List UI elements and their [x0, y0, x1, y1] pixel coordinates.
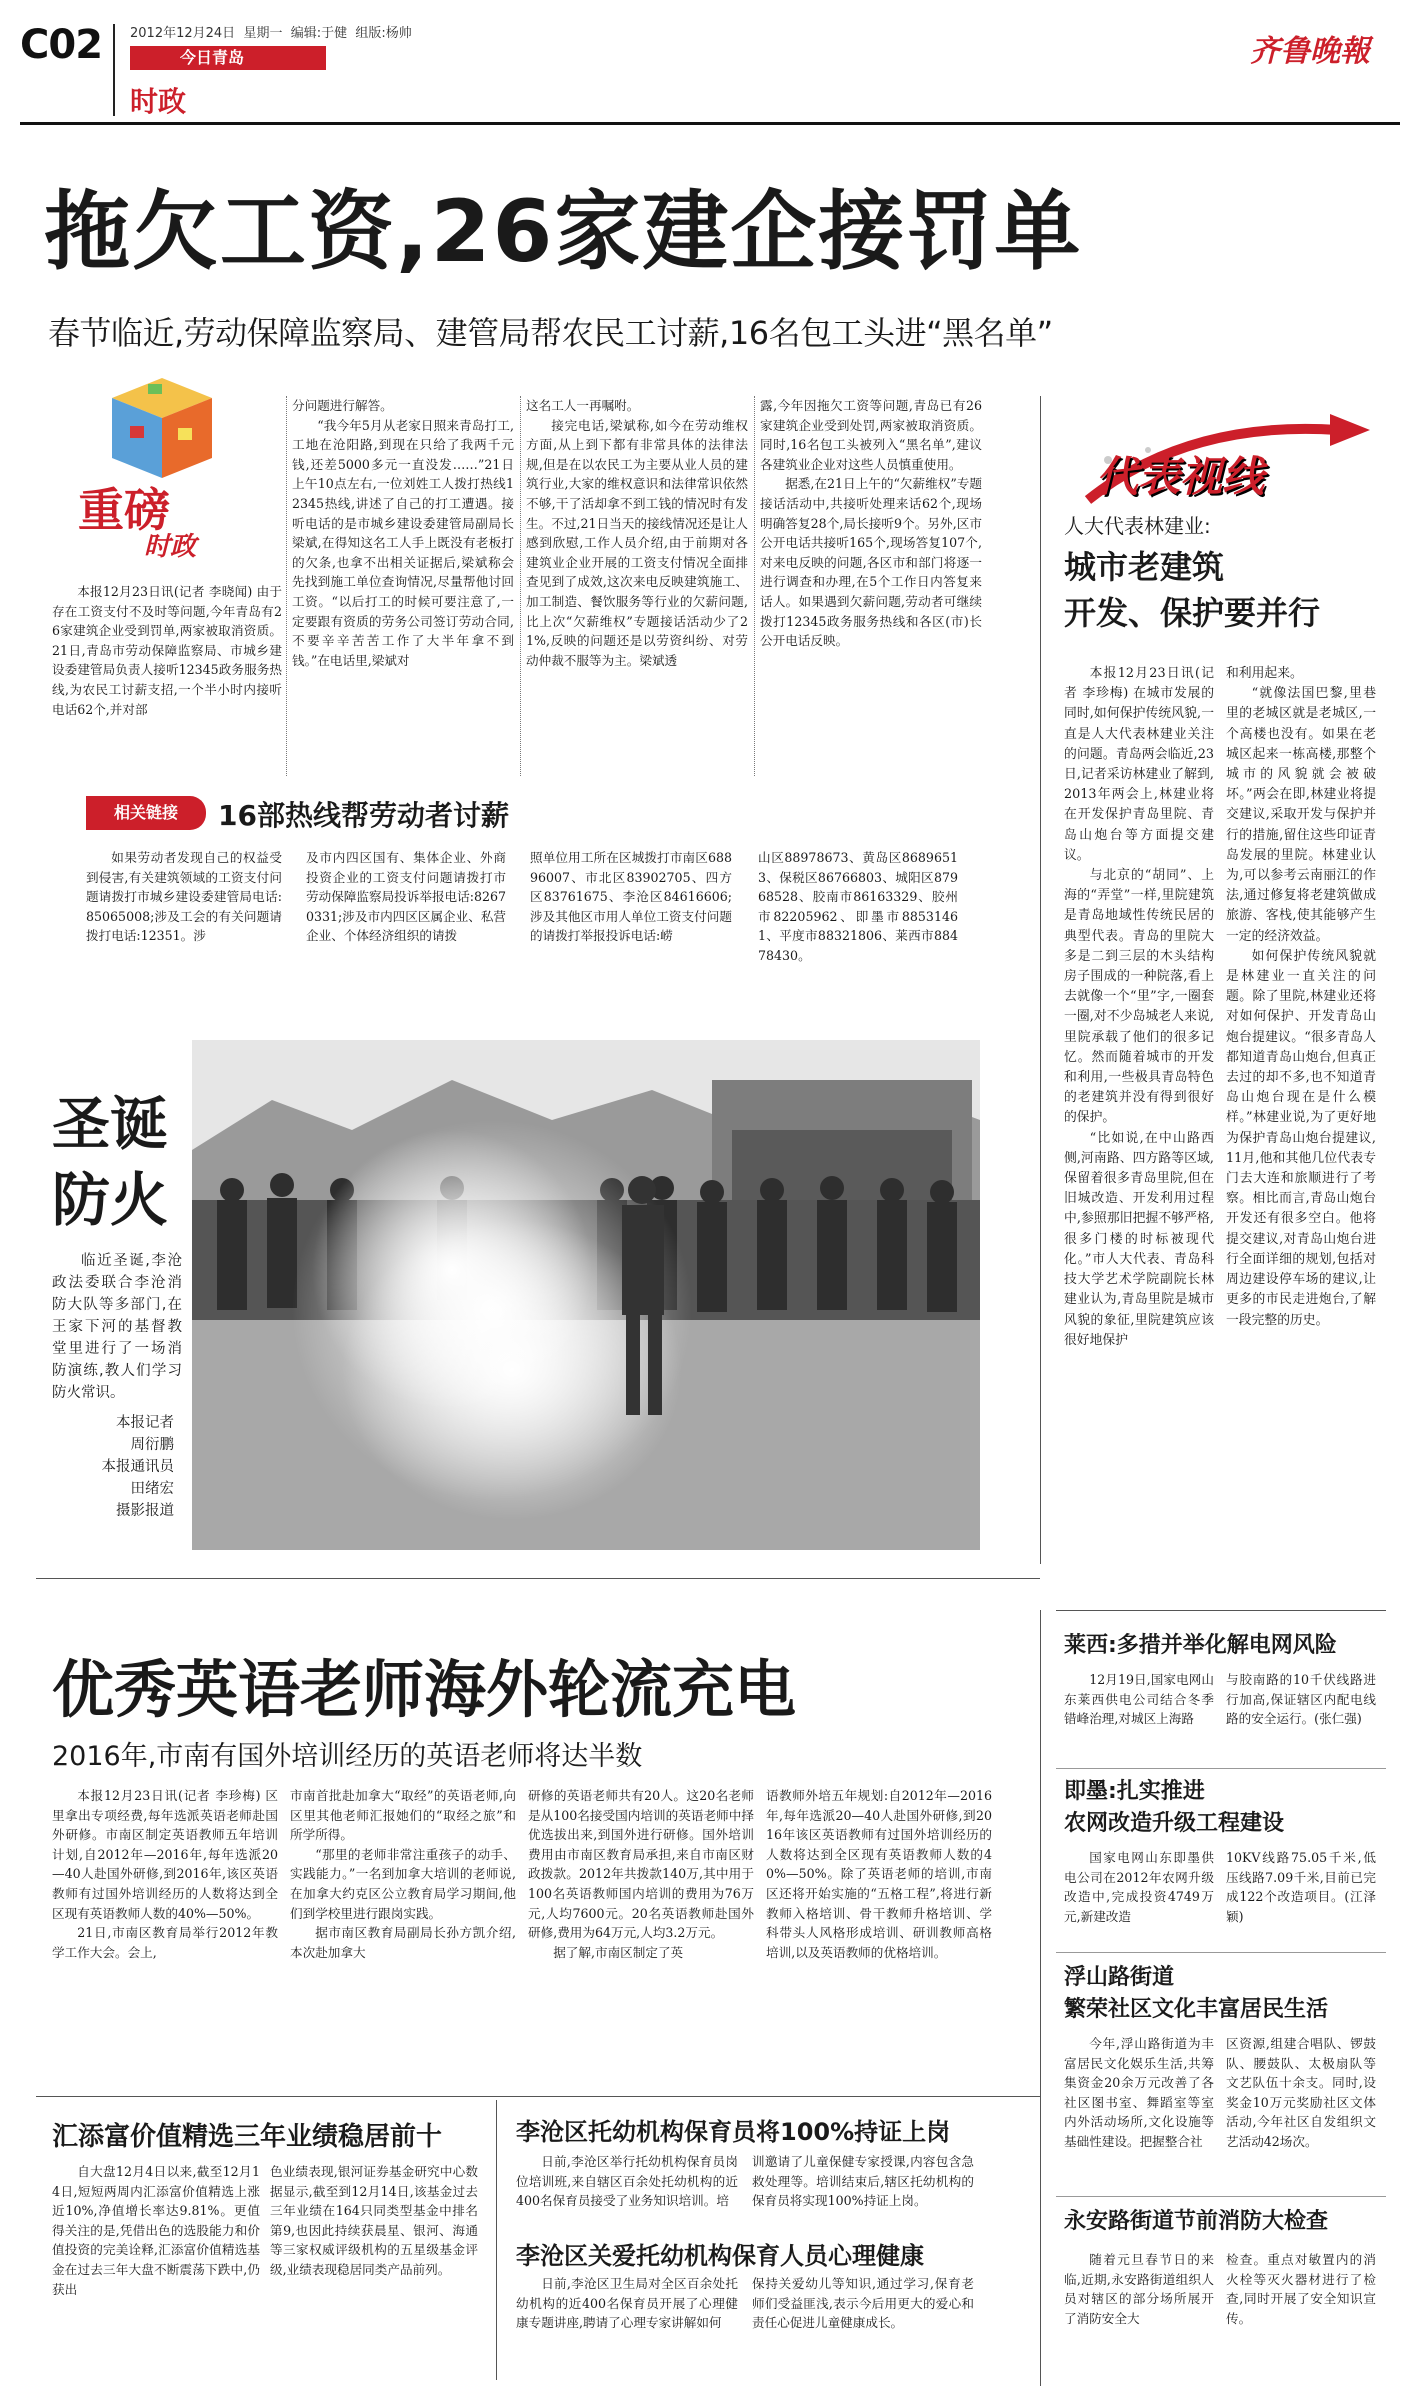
- hotline-title: 16部热线帮劳动者讨薪: [218, 799, 509, 832]
- rep-banner: [1068, 400, 1380, 520]
- nursery-b-col-2: 保持关爱幼儿等知识,通过学习,保育老师们受益匪浅,表示今后用更大的爱心和责任心促进儿童健康成长。: [752, 2276, 974, 2331]
- subsection-label: 时政: [130, 85, 187, 118]
- english-col-4: 语教师外培五年规划:自2012年—2016年,每年选派20—40人赴国外研修,到2016年该区英语教师有过国外培训经历的人数将达到全区现有英语教师人数的40%—50%。除了英语老师的培训,市南区还将开始实施的“五格工程”,将进行新教师入格培训、骨干教师升格培训、学科带头人风格形成培训、研训教师高格培训,以及英语教师的优格培训。: [766, 1788, 992, 1960]
- fund-headline: 汇添富价值精选三年业绩稳居前十: [52, 2122, 443, 2152]
- english-col-3: 研修的英语老师共有20人。这20名老师是从100名接受国内培训的英语老师中择优选拔出来,到国外进行研修。国外培训费用由市南区教育局承担,来自市南区财政拨款。2012年共拨款140万,其中用于100名英语教师国内培训的费用为76万元,人均7600元。20名英语教师赴国外研修,费用为64万元,人均3.2万元。 据了解,市南区制定了英: [528, 1788, 754, 1960]
- lead-headline: 拖欠工资,26家建企接罚单: [44, 182, 1083, 282]
- nursery-a-col-2: 训邀请了儿童保健专家授课,内容包含急救处理等。培训结束后,辖区托幼机构的保育员将实现100%持证上岗。: [752, 2154, 974, 2209]
- brief-3-col-1: 今年,浮山路街道为丰富居民文化娱乐生活,共筹集资金20余万元改善了各社区图书室、舞蹈室等室内外活动场所,文化设施等基础性建设。把握整合社: [1064, 2036, 1214, 2149]
- rep-title: 城市老建筑 开发、保护要并行: [1064, 548, 1321, 632]
- hotline-col-2: 及市内四区国有、集体企业、外商投资企业的工资支付问题请拨打市劳动保障监察局投诉举报电话:82670331;涉及市内四区区属企业、私营企业、个体经济组织的请拨: [306, 850, 506, 944]
- nursery-headline-1: 李沧区托幼机构保育员将100%持证上岗: [516, 2118, 951, 2146]
- page-number: C02: [20, 22, 103, 68]
- nursery-headline-2: 李沧区关爱托幼机构保育人员心理健康: [516, 2242, 924, 2270]
- nursery-b-col-1: 日前,李沧区卫生局对全区百余处托幼机构的近400名保育员开展了心理健康专题讲座,聘请了心理专家讲解如何: [516, 2276, 738, 2331]
- rep-kicker: 人大代表林建业:: [1064, 514, 1211, 538]
- christmas-caption: 临近圣诞,李沧政法委联合李沧消防大队等多部门,在王家下河的基督教堂里进行了一场消防演练,教人们学习防火常识。: [52, 1253, 182, 1401]
- fire-drill-photo: [192, 1040, 980, 1550]
- hotline-col-3: 照单位用工所在区城拨打市南区68896007、市北区83902705、四方区83761675、李沧区84616606;涉及其他区市用人单位工资支付问题的请拨打举报投诉电话:崂: [530, 850, 732, 944]
- english-subheadline: 2016年,市南有国外培训经历的英语老师将达半数: [52, 1741, 643, 1772]
- brief-3-col-2: 区资源,组建合唱队、锣鼓队、腰鼓队、太极扇队等文艺队伍十余支。同时,设奖金10万元奖励社区文体活动,今年社区自发组织文艺活动42场次。: [1226, 2036, 1376, 2149]
- brief-4-col-2: 检查。重点对敏置内的消火栓等灭火器材进行了检查,同时开展了安全知识宣传。: [1226, 2252, 1376, 2326]
- lead-col-2: 分问题进行解答。 “我今年5月从老家日照来青岛打工,工地在沧阳路,到现在只给了我两千元钱,还差5000多元一直没发……”21日上午10点左右,一位刘姓工人拨打热线12345热线,讲述了自己的打工遭遇。接听电话的是市城乡建设委建管局副局长梁斌,在得知这名工人手上既没有老板打的欠条,也拿不出相关证据后,梁斌称会先找到施工单位查询情况,尽量帮他讨回工资。“以后打工的时候可要注意了,一定要跟有资质的劳务公司签订劳动合同,不要辛辛苦苦工作了大半年拿不到钱。”在电话里,梁斌对: [292, 398, 514, 668]
- brief-1-col-1: 12月19日,国家电网山东莱西供电公司结合冬季错峰治理,对城区上海路: [1064, 1672, 1214, 1727]
- lead-col-1: 本报12月23日讯(记者 李晓闻) 由于存在工资支付不及时等问题,今年青岛有26家建筑企业受到罚单,两家被取消资质。21日,青岛市劳动保障监察局、市城乡建设委建管局负责人接听12345政务服务热线,为农民工讨薪支招,一个半小时内接听电话62个,并对部: [52, 584, 282, 717]
- lead-col-4: 露,今年因拖欠工资等问题,青岛已有26家建筑企业受到处罚,两家被取消资质。同时,16名包工头被列入“黑名单”,建议各建筑业企业对这些人员慎重使用。 据悉,在21日上午的“欠薪维权”专题接话活动中,共接听处理来话62个,现场明确答复28个,局长接听9个。另外,区市公开电话共接听165个,现场答复107个,对来电反映的问题,各区市和部门将逐一进行调查和办理,在5个工作日内答复来话人。如果遇到欠薪问题,劳动者可继续拨打12345政务服务热线和各区(市)长公开电话反映。: [760, 398, 982, 649]
- lead-col-3: 这名工人一再嘱咐。 接完电话,梁斌称,如今在劳动维权方面,从上到下都有非常具体的法律法规,但是在以农民工为主要从业人员的建筑行业,大家的维权意识和法律常识依然不够,干了活却拿不到工钱的情况时有发生。不过,21日当天的接线情况还是让人感到欣慰,工作人员介绍,由于前期对各建筑业企业开展的工资支付情况全面排查见到了成效,这次来电反映建筑施工、加工制造、餐饮服务等行业的欠薪问题,比上次“欠薪维权”专题接话活动少了21%,反映的问题还是以劳资纠纷、对劳动仲裁不服等为主。梁斌透: [526, 398, 748, 668]
- nursery-a-col-1: 日前,李沧区举行托幼机构保育员岗位培训班,来自辖区百余处托幼机构的近400名保育员接受了业务知识培训。培: [516, 2154, 738, 2209]
- brief-4-col-1: 随着元旦春节日的来临,近期,永安路街道组织人员对辖区的部分场所展开了消防安全大: [1064, 2252, 1214, 2326]
- rep-banner-text: 代表视线: [1096, 452, 1265, 501]
- header-rule: [20, 122, 1400, 125]
- section-tab: 今日青岛: [130, 46, 326, 70]
- brief-2-title: 即墨:扎实推进 农网改造升级工程建设: [1064, 1779, 1285, 1836]
- brief-2-col-2: 10KV线路75.05千米,低压线路7.09千米,目前已完成122个改造项目。(江泽颖): [1226, 1850, 1376, 1924]
- rep-col-1: 本报12月23日讯(记者 李珍梅) 在城市发展的同时,如何保护传统风貌,一直是人大代表林建业关注的问题。青岛两会临近,23日,记者采访林建业了解到,2013年两会上,林建业将在开发保护青岛里院、青岛山炮台等方面提交建议。 与北京的“胡同”、上海的“弄堂”一样,里院建筑是青岛地域性传统民居的典型代表。青岛的里院大多是二到三层的木头结构房子围成的一种院落,看上去就像一个“里”字,一圈套一圈,对不少岛城老人来说,里院承载了他们的很多记忆。然而随着城市的开发和利用,一些极具青岛特色的老建筑并没有得到很好的保护。 “比如说,在中山路西侧,河南路、四方路等区域,保留着很多青岛里院,但在旧城改造、开发利用过程中,参照那旧把握不够严格,很多门楼的时标被现代化。”市人大代表、青岛科技大学艺术学院副院长林建业认为,青岛里院是城市风貌的象征,里院建筑应该很好地保护: [1064, 666, 1214, 1348]
- english-headline: 优秀英语老师海外轮流充电: [52, 1653, 797, 1726]
- badge-sub: 时政: [144, 532, 197, 562]
- brief-3-title: 浮山路街道 繁荣社区文化丰富居民生活: [1064, 1965, 1329, 2022]
- brief-1-col-2: 与胶南路的10千伏线路进行加高,保证辖区内配电线路的安全运行。(张仁强): [1226, 1672, 1376, 1727]
- rep-col-2: 和利用起来。 “就像法国巴黎,里巷里的老城区就是老城区,一个高楼也没有。如果在老城区起来一栋高楼,那整个城市的风貌就会被破坏。”两会在即,林建业将提交建议,采取开发与保护并行的措施,留住这些印证青岛发展的里院。林建业认为,可以参考云南丽江的作法,通过修复将老建筑做成旅游、客栈,使其能够产生一定的经济效益。 如何保护传统风貌就是林建业一直关注的问题。除了里院,林建业还将对如何保护、开发青岛山炮台提建议。“很多青岛人都知道青岛山炮台,但真正去过的却不多,也不知道青岛山炮台现在是什么模样。”林建业说,为了更好地为保护青岛山炮台提建议,11月,他和其他几位代表专门去大连和旅顺进行了考察。相比而言,青岛山炮台开发还有很多空白。他将提交建议,对青岛山炮台进行全面详细的规划,包括对周边建设停车场的建议,让更多的市民走进炮台,了解一段完整的历史。: [1226, 666, 1376, 1328]
- heavy-news-badge: [52, 378, 232, 568]
- brief-2-col-1: 国家电网山东即墨供电公司在2012年农网升级改造中,完成投资4749万元,新建改造: [1064, 1850, 1214, 1924]
- photo-credit: 本报记者 周衍鹏 本报通讯员 田绪宏 摄影报道: [101, 1415, 174, 1519]
- hotline-col-4: 山区88978673、黄岛区86896513、保税区86766803、城阳区87968528、胶南市86163329、胶州市82205962、即墨市88531461、平度市88321806、莱西市88478430。: [758, 850, 958, 963]
- english-col-1: 本报12月23日讯(记者 李珍梅) 区里拿出专项经费,每年选派英语老师赴国外研修。市南区制定英语教师五年培训计划,自2012年—2016年,每年选派20—40人赴国外研修,到2016年,该区英语教师有过国外培训经历的人数将达到全区现有英语教师人数的40%—50%。 21日,市南区教育局举行2012年教学工作大会。会上,: [52, 1788, 278, 1960]
- christmas-title-1: 圣诞: [52, 1090, 169, 1158]
- christmas-title: [52, 1086, 168, 1238]
- christmas-title-2: 防火: [52, 1166, 169, 1234]
- fund-col-2: 色业绩表现,银河证券基金研究中心数据显示,截至到12月14日,该基金过去三年业绩在164只同类型基金中排名第9,也因此持续获晨星、银河、海通等三家权威评级机构的五星级基金评级,业绩表现稳居同类产品前列。: [270, 2164, 478, 2277]
- newspaper-logo: 齐鲁晚報: [1250, 34, 1370, 69]
- related-link-tag: 相关链接: [86, 796, 206, 830]
- brief-4-title: 永安路街道节前消防大检查: [1064, 2209, 1329, 2234]
- issue-date: 2012年12月24日 星期一 编辑:于健 组版:杨帅: [130, 26, 412, 41]
- lead-subheadline: 春节临近,劳动保障监察局、建管局帮农民工讨薪,16名包工头进“黑名单”: [48, 314, 1053, 352]
- english-col-2: 市南首批赴加拿大“取经”的英语老师,向区里其他老师汇报她们的“取经之旅”和所学所得。 “那里的老师非常注重孩子的动手、实践能力。”一名到加拿大培训的老师说,在加拿大约克区公立教育局学习期间,他们到学校里进行跟岗实践。 据市南区教育局副局长孙方凯介绍,本次赴加拿大: [290, 1788, 516, 1960]
- brief-1-title: 莱西:多措并举化解电网风险: [1064, 1633, 1337, 1658]
- fund-col-1: 自大盘12月4日以来,截至12月14日,短短两周内汇添富价值精选上涨近10%,净值增长率达9.81%。更值得关注的是,凭借出色的选股能力和价值投资的完美诠释,汇添富价值精选基金在过去三年大盘不断震荡下跌中,仍获出: [52, 2164, 260, 2297]
- badge-title: 重磅: [78, 483, 170, 537]
- hotline-col-1: 如果劳动者发现自己的权益受到侵害,有关建筑领域的工资支付问题请拨打市城乡建设委建管局电话:85065008;涉及工会的有关问题请拨打电话:12351。涉: [86, 850, 282, 944]
